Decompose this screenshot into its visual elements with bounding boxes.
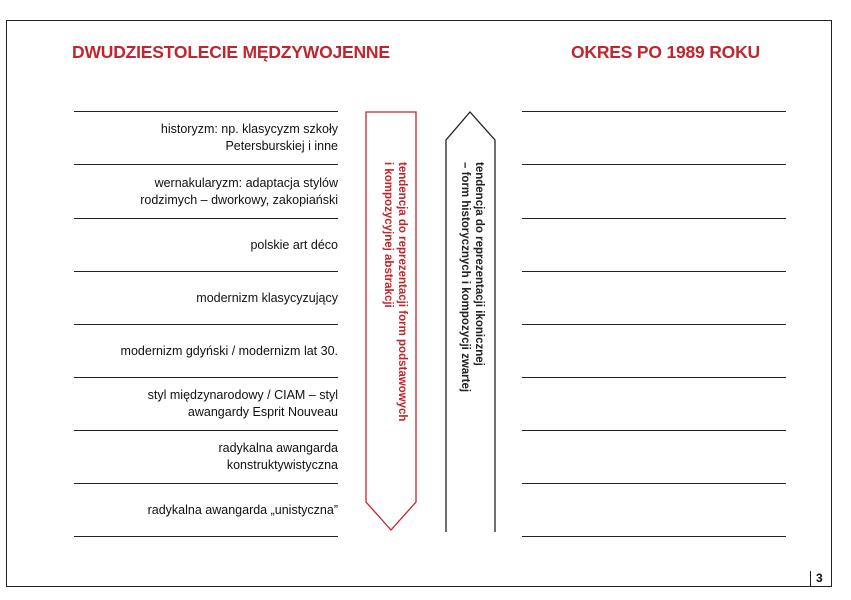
- style-item-line1: modernizm gdyński / modernizm lat 30.: [120, 343, 338, 358]
- style-item-line1: historyzm: np. klasycyzm szkoły: [160, 122, 338, 136]
- page-number-divider: [810, 571, 811, 586]
- style-item-line1: radykalna awangarda „unistyczna”: [147, 502, 338, 517]
- style-item-line1: polskie art déco: [250, 237, 338, 252]
- style-item-line1: wernakularyzm: adaptacja stylów: [154, 175, 338, 190]
- style-item-line2: Petersburskiej i inne: [225, 139, 338, 153]
- style-item-line1: radykalna awangarda: [218, 441, 338, 455]
- style-item-line2: awangardy Esprit Nouveau: [187, 405, 338, 419]
- style-item-line2: konstruktywistyczna: [226, 458, 338, 472]
- style-item-line1: modernizm klasycyzujący: [196, 290, 338, 305]
- heading-post-1989: OKRES PO 1989 ROKU: [571, 42, 760, 62]
- page-number: 3: [816, 571, 823, 585]
- up-arrow-label-line1: tendencja do reprezentacji ikonicznej: [473, 162, 485, 366]
- down-arrow-label-line2: i kompozycyjnej abstrakcji: [382, 162, 394, 308]
- down-arrow-label-line1: tendencja do reprezentacji form podstawowych: [396, 162, 408, 422]
- style-item-line1: styl międzynarodowy / CIAM – styl: [147, 388, 338, 402]
- up-arrow-label-line2: – form historycznych i kompozycji zwartej: [459, 162, 471, 393]
- style-item-line2: rodzimych – dworkowy, zakopiański: [140, 192, 338, 207]
- heading-interwar: DWUDZIESTOLECIE MĘDZYWOJENNE: [72, 42, 390, 62]
